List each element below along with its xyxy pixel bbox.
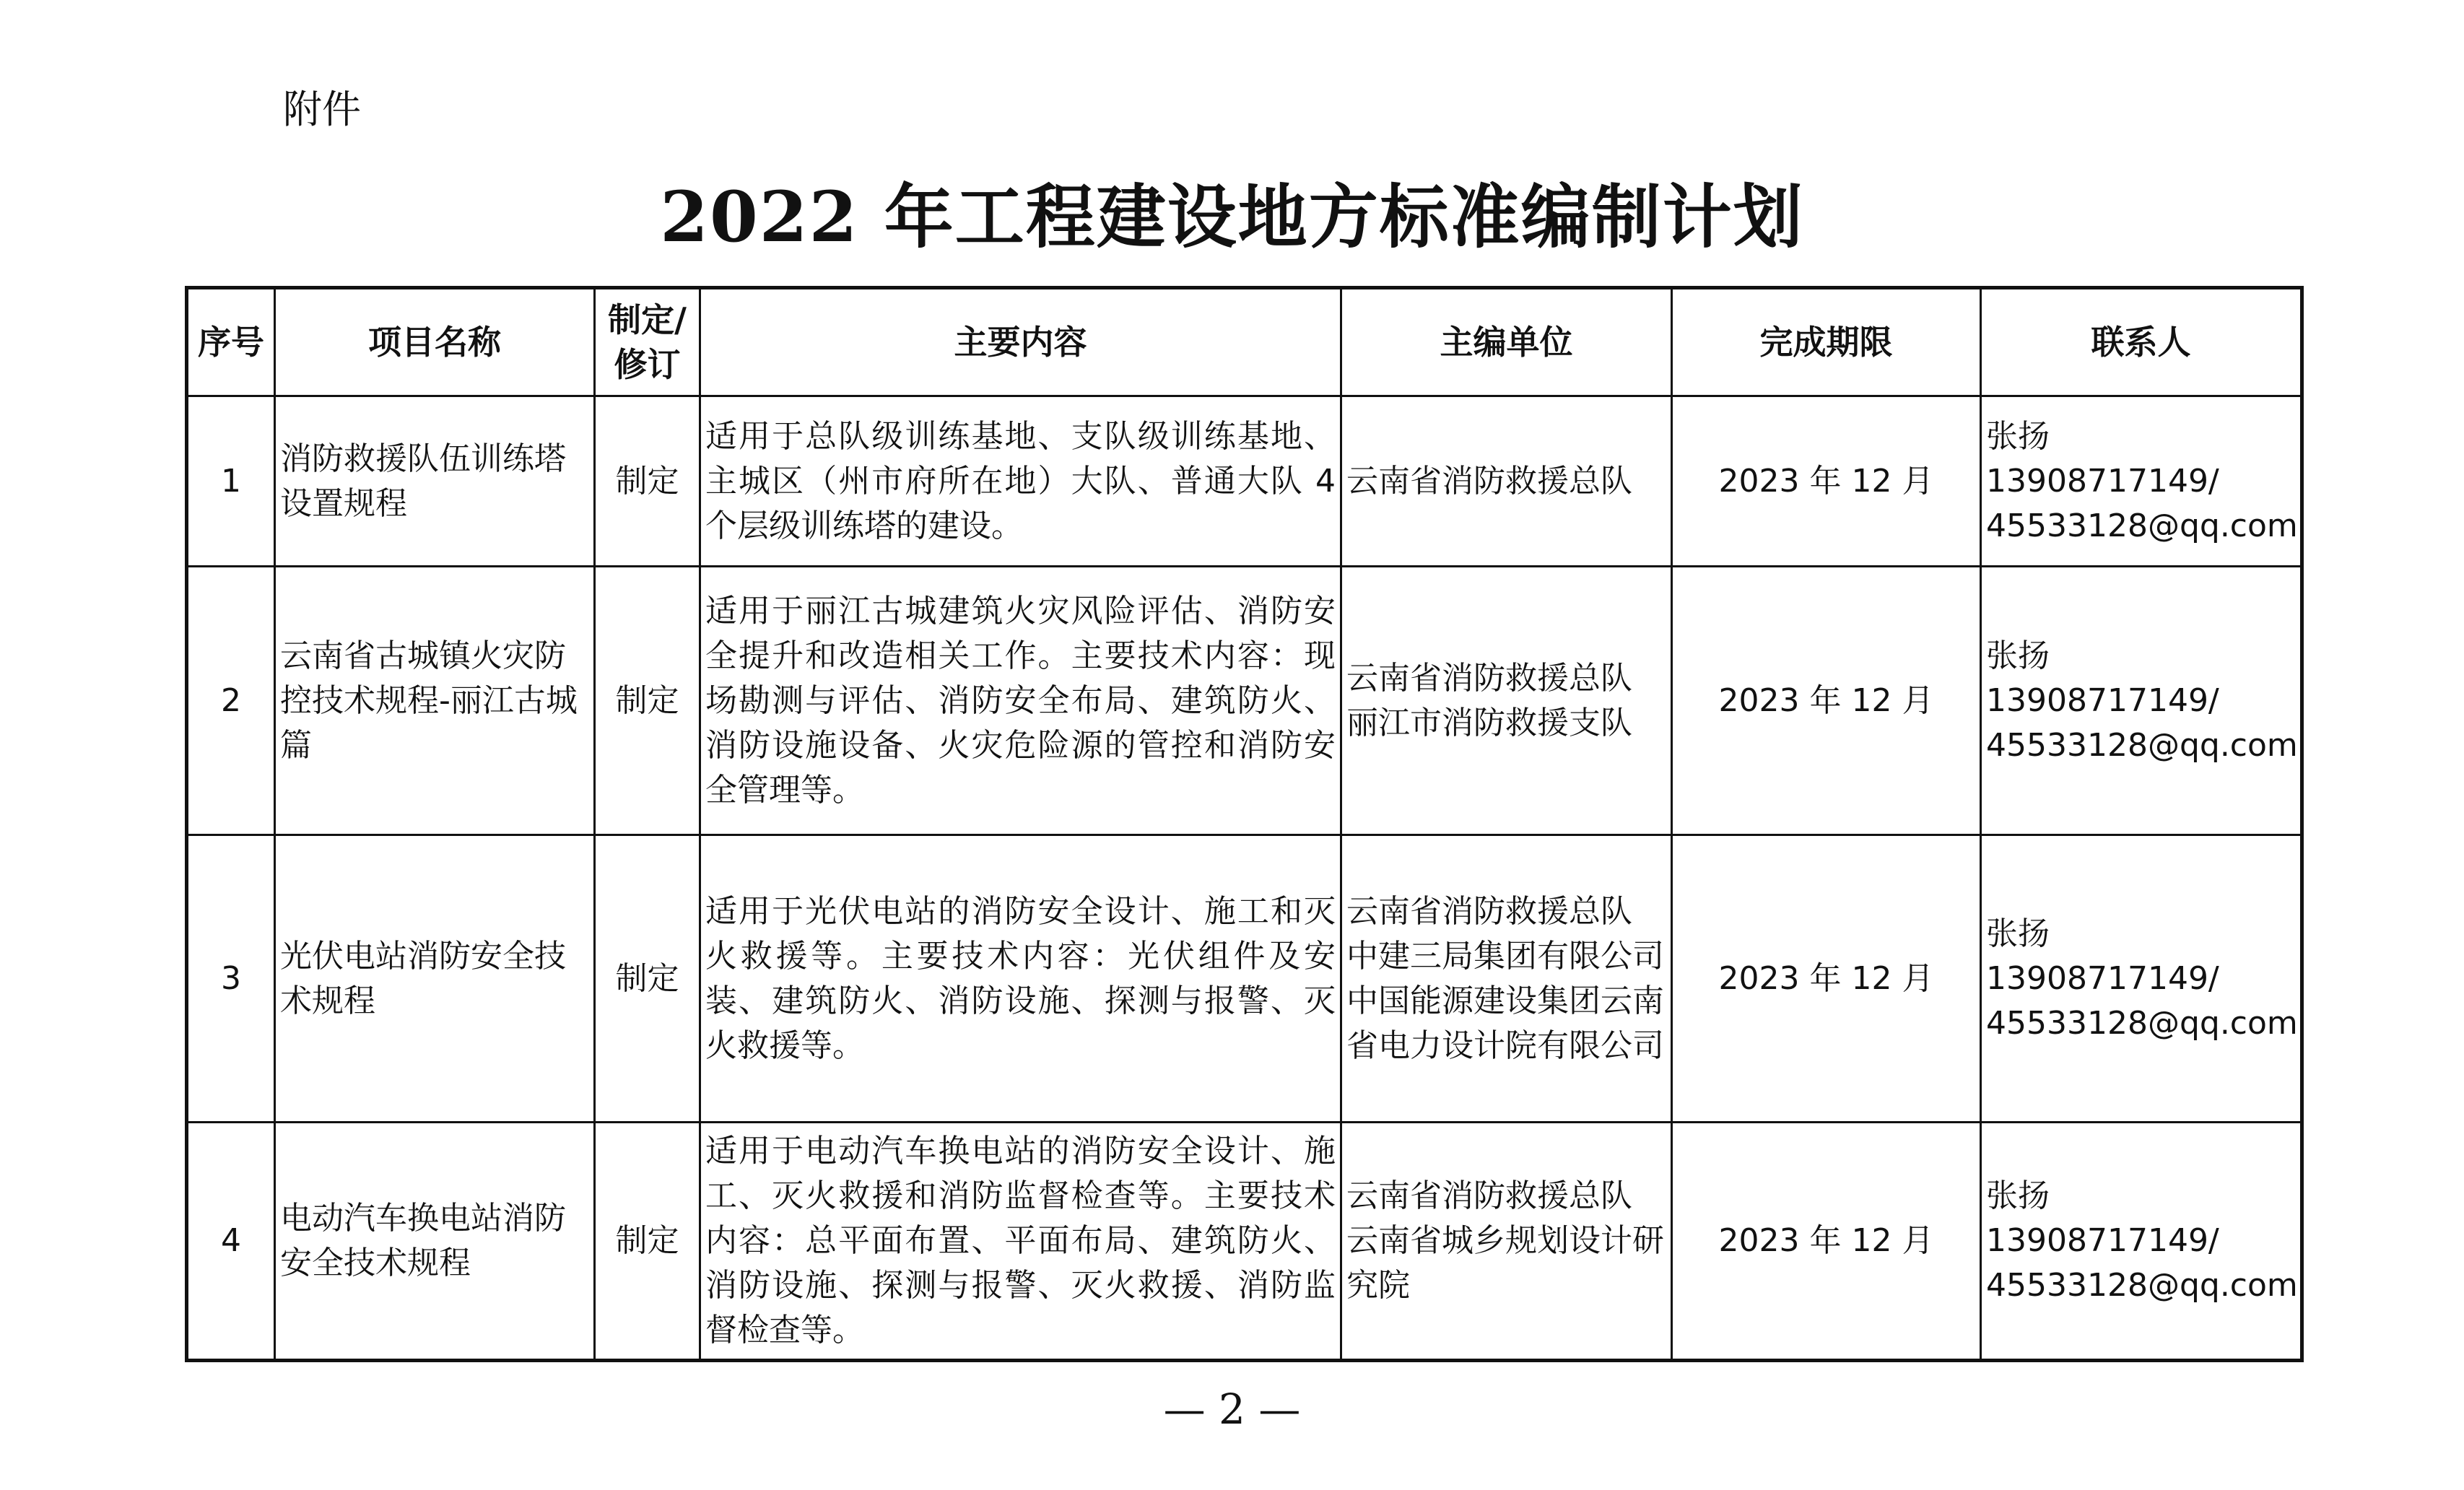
- contact-email: 45533128@qq.com: [1986, 1267, 2298, 1304]
- table-row: [187, 567, 2302, 835]
- row-deadline: 2023 年 12 月: [1672, 1123, 1981, 1361]
- lead-unit-line: 中国能源建设集团云南省电力设计院有限公司: [1346, 982, 1664, 1064]
- contact-phone: 13908717149/: [1986, 462, 2219, 500]
- lead-unit-line: 云南省城乡规划设计研究院: [1346, 1222, 1664, 1304]
- row-type: 制定: [595, 835, 700, 1123]
- document-title: 2022 年工程建设地方标准编制计划: [660, 176, 1804, 258]
- contact-name: 张扬: [1986, 637, 2050, 674]
- row-deadline: 2023 年 12 月: [1672, 567, 1981, 835]
- lead-unit-line: 中建三局集团有限公司: [1346, 937, 1664, 975]
- header-deadline: 完成期限: [1672, 288, 1981, 396]
- lead-unit-line: 云南省消防救援总队: [1346, 462, 1632, 500]
- row-contact: [1981, 396, 2302, 567]
- page-number: — 2 —: [1163, 1385, 1301, 1434]
- table-row: [187, 1123, 2302, 1361]
- row-type: 制定: [595, 1123, 700, 1361]
- header-contact: 联系人: [1981, 288, 2302, 396]
- row-content: 适用于电动汽车换电站的消防安全设计、施工、灭火救援和消防监督检查等。主要技术内容：总平面布置、平面布局、建筑防火、消防设施、探测与报警、灭火救援、消防监督检查等。: [700, 1123, 1341, 1361]
- row-type: 制定: [595, 567, 700, 835]
- table-header-row: [187, 288, 2302, 396]
- row-index: 3: [187, 835, 275, 1123]
- row-deadline: 2023 年 12 月: [1672, 835, 1981, 1123]
- contact-phone: 13908717149/: [1986, 681, 2219, 719]
- row-content: 适用于丽江古城建筑火灾风险评估、消防安全提升和改造相关工作。主要技术内容：现场勘测与评估、消防安全布局、建筑防火、消防设施设备、火灾危险源的管控和消防安全管理等。: [700, 567, 1341, 835]
- row-deadline: 2023 年 12 月: [1672, 396, 1981, 567]
- row-contact: [1981, 567, 2302, 835]
- table-row: [187, 396, 2302, 567]
- row-project-name: 消防救援队伍训练塔设置规程: [275, 396, 595, 567]
- lead-unit-line: 丽江市消防救援支队: [1346, 704, 1632, 741]
- standards-plan-table: [185, 286, 2304, 1362]
- row-lead-unit: [1341, 567, 1672, 835]
- header-project-name: 项目名称: [275, 288, 595, 396]
- lead-unit-line: 云南省消防救援总队: [1346, 892, 1632, 930]
- header-type-line2: 修订: [614, 345, 681, 384]
- row-project-name: 光伏电站消防安全技术规程: [275, 835, 595, 1123]
- row-type: 制定: [595, 396, 700, 567]
- table-row: [187, 835, 2302, 1123]
- row-index: 2: [187, 567, 275, 835]
- row-content: 适用于总队级训练基地、支队级训练基地、主城区（州市府所在地）大队、普通大队 4 个层级训练塔的建设。: [700, 396, 1341, 567]
- row-contact: [1981, 1123, 2302, 1361]
- row-index: 4: [187, 1123, 275, 1361]
- header-type-line1: 制定/: [608, 300, 687, 339]
- attachment-label: 附件: [283, 87, 361, 132]
- row-project-name: 电动汽车换电站消防安全技术规程: [275, 1123, 595, 1361]
- contact-phone: 13908717149/: [1986, 959, 2219, 997]
- row-index: 1: [187, 396, 275, 567]
- row-lead-unit: [1341, 396, 1672, 567]
- row-project-name: 云南省古城镇火灾防控技术规程-丽江古城篇: [275, 567, 595, 835]
- contact-email: 45533128@qq.com: [1986, 1004, 2298, 1042]
- row-content: 适用于光伏电站的消防安全设计、施工和灭火救援等。主要技术内容：光伏组件及安装、建筑防火、消防设施、探测与报警、灭火救援等。: [700, 835, 1341, 1123]
- contact-email: 45533128@qq.com: [1986, 726, 2298, 764]
- contact-email: 45533128@qq.com: [1986, 507, 2298, 544]
- header-index: 序号: [187, 288, 275, 396]
- row-lead-unit: [1341, 835, 1672, 1123]
- lead-unit-line: 云南省消防救援总队: [1346, 659, 1632, 697]
- header-lead-unit: 主编单位: [1341, 288, 1672, 396]
- contact-name: 张扬: [1986, 1177, 2050, 1214]
- lead-unit-line: 云南省消防救援总队: [1346, 1177, 1632, 1214]
- contact-name: 张扬: [1986, 915, 2050, 952]
- header-type: [595, 288, 700, 396]
- row-lead-unit: [1341, 1123, 1672, 1361]
- header-content: 主要内容: [700, 288, 1341, 396]
- contact-phone: 13908717149/: [1986, 1222, 2219, 1259]
- contact-name: 张扬: [1986, 417, 2050, 455]
- row-contact: [1981, 835, 2302, 1123]
